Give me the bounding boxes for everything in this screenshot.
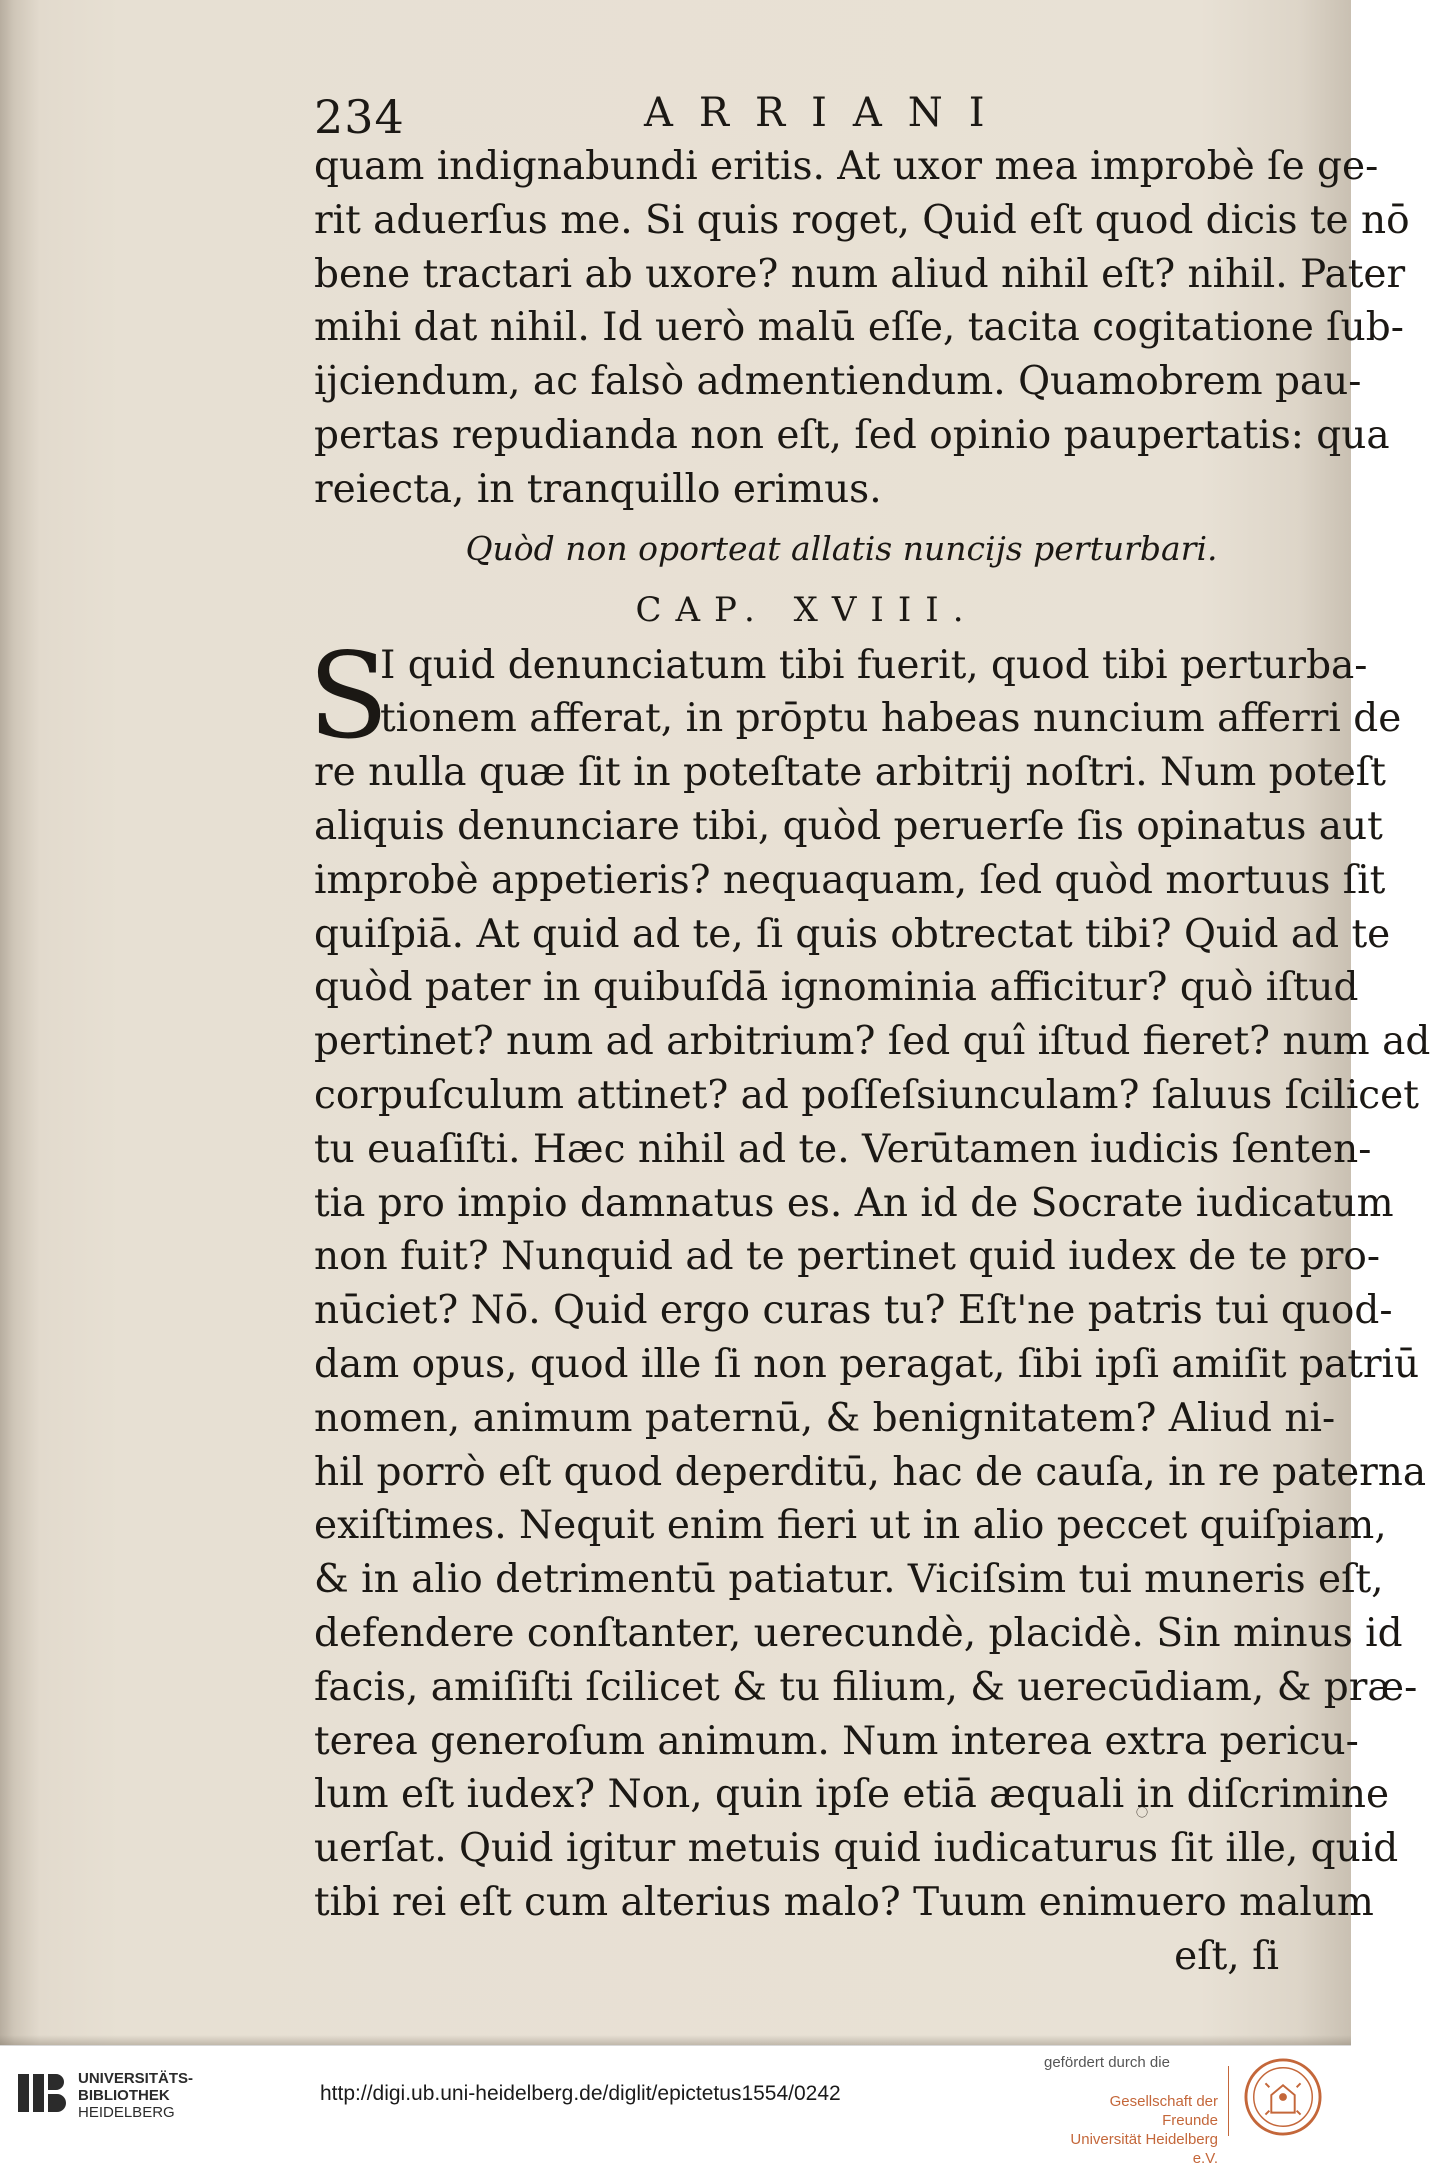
- text-line: tu euaſiſti. Hæc nihil ad te. Verūtamen iudicis ſenten-: [314, 1126, 1372, 1172]
- text-line: quam indignabundi eritis. At uxor mea improbè ſe ge-: [314, 144, 1379, 189]
- running-head: ARRIANI: [644, 90, 1011, 136]
- text-line: pertas repudianda non eſt, ſed opinio paupertatis: qua: [314, 412, 1390, 458]
- page-header: [314, 82, 1354, 142]
- text-line: non fuit? Nunquid ad te pertinet quid iudex de te pro-: [314, 1234, 1381, 1280]
- text-line: dam opus, quod ille ſi non peragat, ſibi ipſi amiſit patriū: [314, 1341, 1420, 1387]
- library-name-line-1: UNIVERSITÄTS-: [78, 2070, 194, 2087]
- text-line: tionem afferat, in prōptu habeas nuncium afferri de: [380, 696, 1402, 742]
- text-line: hil porrò eſt quod deperditū, hac de cauſa, in re paterna: [314, 1449, 1427, 1495]
- text-line: bene tractari ab uxore? num aliud nihil eſt? nihil. Pater: [314, 251, 1406, 297]
- permalink-url[interactable]: http://digi.ub.uni-heidelberg.de/diglit/epictetus1554/0242: [320, 2082, 841, 2105]
- page-number: 234: [314, 90, 405, 144]
- text-line: terea generoſum animum. Num interea extra pericu-: [314, 1718, 1359, 1764]
- library-name: [78, 2070, 193, 2121]
- text-line: ijciendum, ac falsò admentiendum. Quamobrem pau-: [314, 359, 1362, 405]
- text-line: exiſtimes. Nequit enim fieri ut in alio peccet quiſpiam,: [314, 1503, 1387, 1549]
- catchword: eſt, ſi: [1174, 1933, 1279, 1979]
- text-line: improbè appetieris? nequaquam, ſed quòd mortuus ſit: [314, 857, 1386, 903]
- sponsor-divider: [1228, 2066, 1229, 2136]
- text-line: re nulla quæ ſit in poteſtate arbitrij noſtri. Num poteſt: [314, 750, 1386, 796]
- text-line: rit aduerſus me. Si quis roget, Quid eſt quod dicis te nō: [314, 197, 1410, 243]
- text-line: tia pro impio damnatus es. An id de Socrate iudicatum: [314, 1180, 1394, 1226]
- sponsor-name-line-1: Gesellschaft der Freunde: [1109, 2093, 1218, 2129]
- chapter-heading: CAP. XVIII.: [635, 589, 978, 630]
- text-line: aliquis denunciare tibi, quòd peruerſe ſis opinatus aut: [314, 803, 1383, 849]
- text-line: nūciet? Nō. Quid ergo curas tu? Eſt'ne patris tui quod-: [314, 1288, 1393, 1334]
- text-line: corpuſculum attinet? ad poſſeſsiunculam? ſaluus ſcilicet: [314, 1072, 1419, 1118]
- university-seal-icon: [1244, 2058, 1322, 2136]
- library-name-line-3: HEIDELBERG: [78, 2104, 175, 2121]
- text-line: lum eſt iudex? Non, quin ipſe etiā æquali in diſcrimine: [314, 1772, 1390, 1818]
- paper-mark: [1137, 1807, 1148, 1818]
- drop-cap: S: [308, 626, 389, 765]
- text-line: tibi rei eſt cum alterius malo? Tuum enimuero malum: [314, 1879, 1374, 1925]
- sponsor-name-line-2: Universität Heidelberg e.V.: [1070, 2131, 1218, 2167]
- sponsor-name: [1058, 2092, 1218, 2168]
- sponsor-caption: gefördert durch die: [1044, 2054, 1170, 2071]
- text-line: mihi dat nihil. Id uerò malū eſſe, tacita cogitatione ſub-: [314, 305, 1404, 351]
- paragraph-2: [308, 626, 1430, 1930]
- text-line: nomen, animum paternū, & benignitatem? Aliud ni-: [314, 1395, 1336, 1441]
- text-line: uerſat. Quid igitur metuis quid iudicaturus ſit ille, quid: [314, 1826, 1399, 1872]
- text-line: quòd pater in quibuſdā ignominia afficitur? quò iſtud: [314, 965, 1359, 1011]
- paragraph-1: [314, 140, 1410, 517]
- text-line: quiſpiā. At quid ad te, ſi quis obtrectat tibi? Quid ad te: [314, 911, 1391, 957]
- footer-bar: [0, 2045, 1351, 2167]
- body-text: [308, 140, 1430, 1984]
- paragraph-2-lines: [314, 639, 1430, 1930]
- text-line: I quid denunciatum tibi fuerit, quod tibi perturba-: [380, 642, 1368, 688]
- text-line: defendere conſtanter, uerecundè, placidè. Sin minus id: [314, 1610, 1403, 1656]
- text-line: reiecta, in tranquillo erimus.: [314, 466, 882, 512]
- text-line: pertinet? num ad arbitrium? ſed quî iſtud fieret? num ad: [314, 1019, 1430, 1065]
- text-line: facis, amiſiſti ſcilicet & tu filium, & uerecūdiam, & præ-: [314, 1664, 1418, 1710]
- university-library-logo-icon: [16, 2068, 66, 2118]
- section-title: Quòd non oporteat allatis nuncijs perturbari.: [465, 528, 1218, 568]
- library-name-line-2: BIBLIOTHEK: [78, 2087, 170, 2104]
- text-line: & in alio detrimentū patiatur. Viciſsim tui muneris eſt,: [314, 1557, 1384, 1603]
